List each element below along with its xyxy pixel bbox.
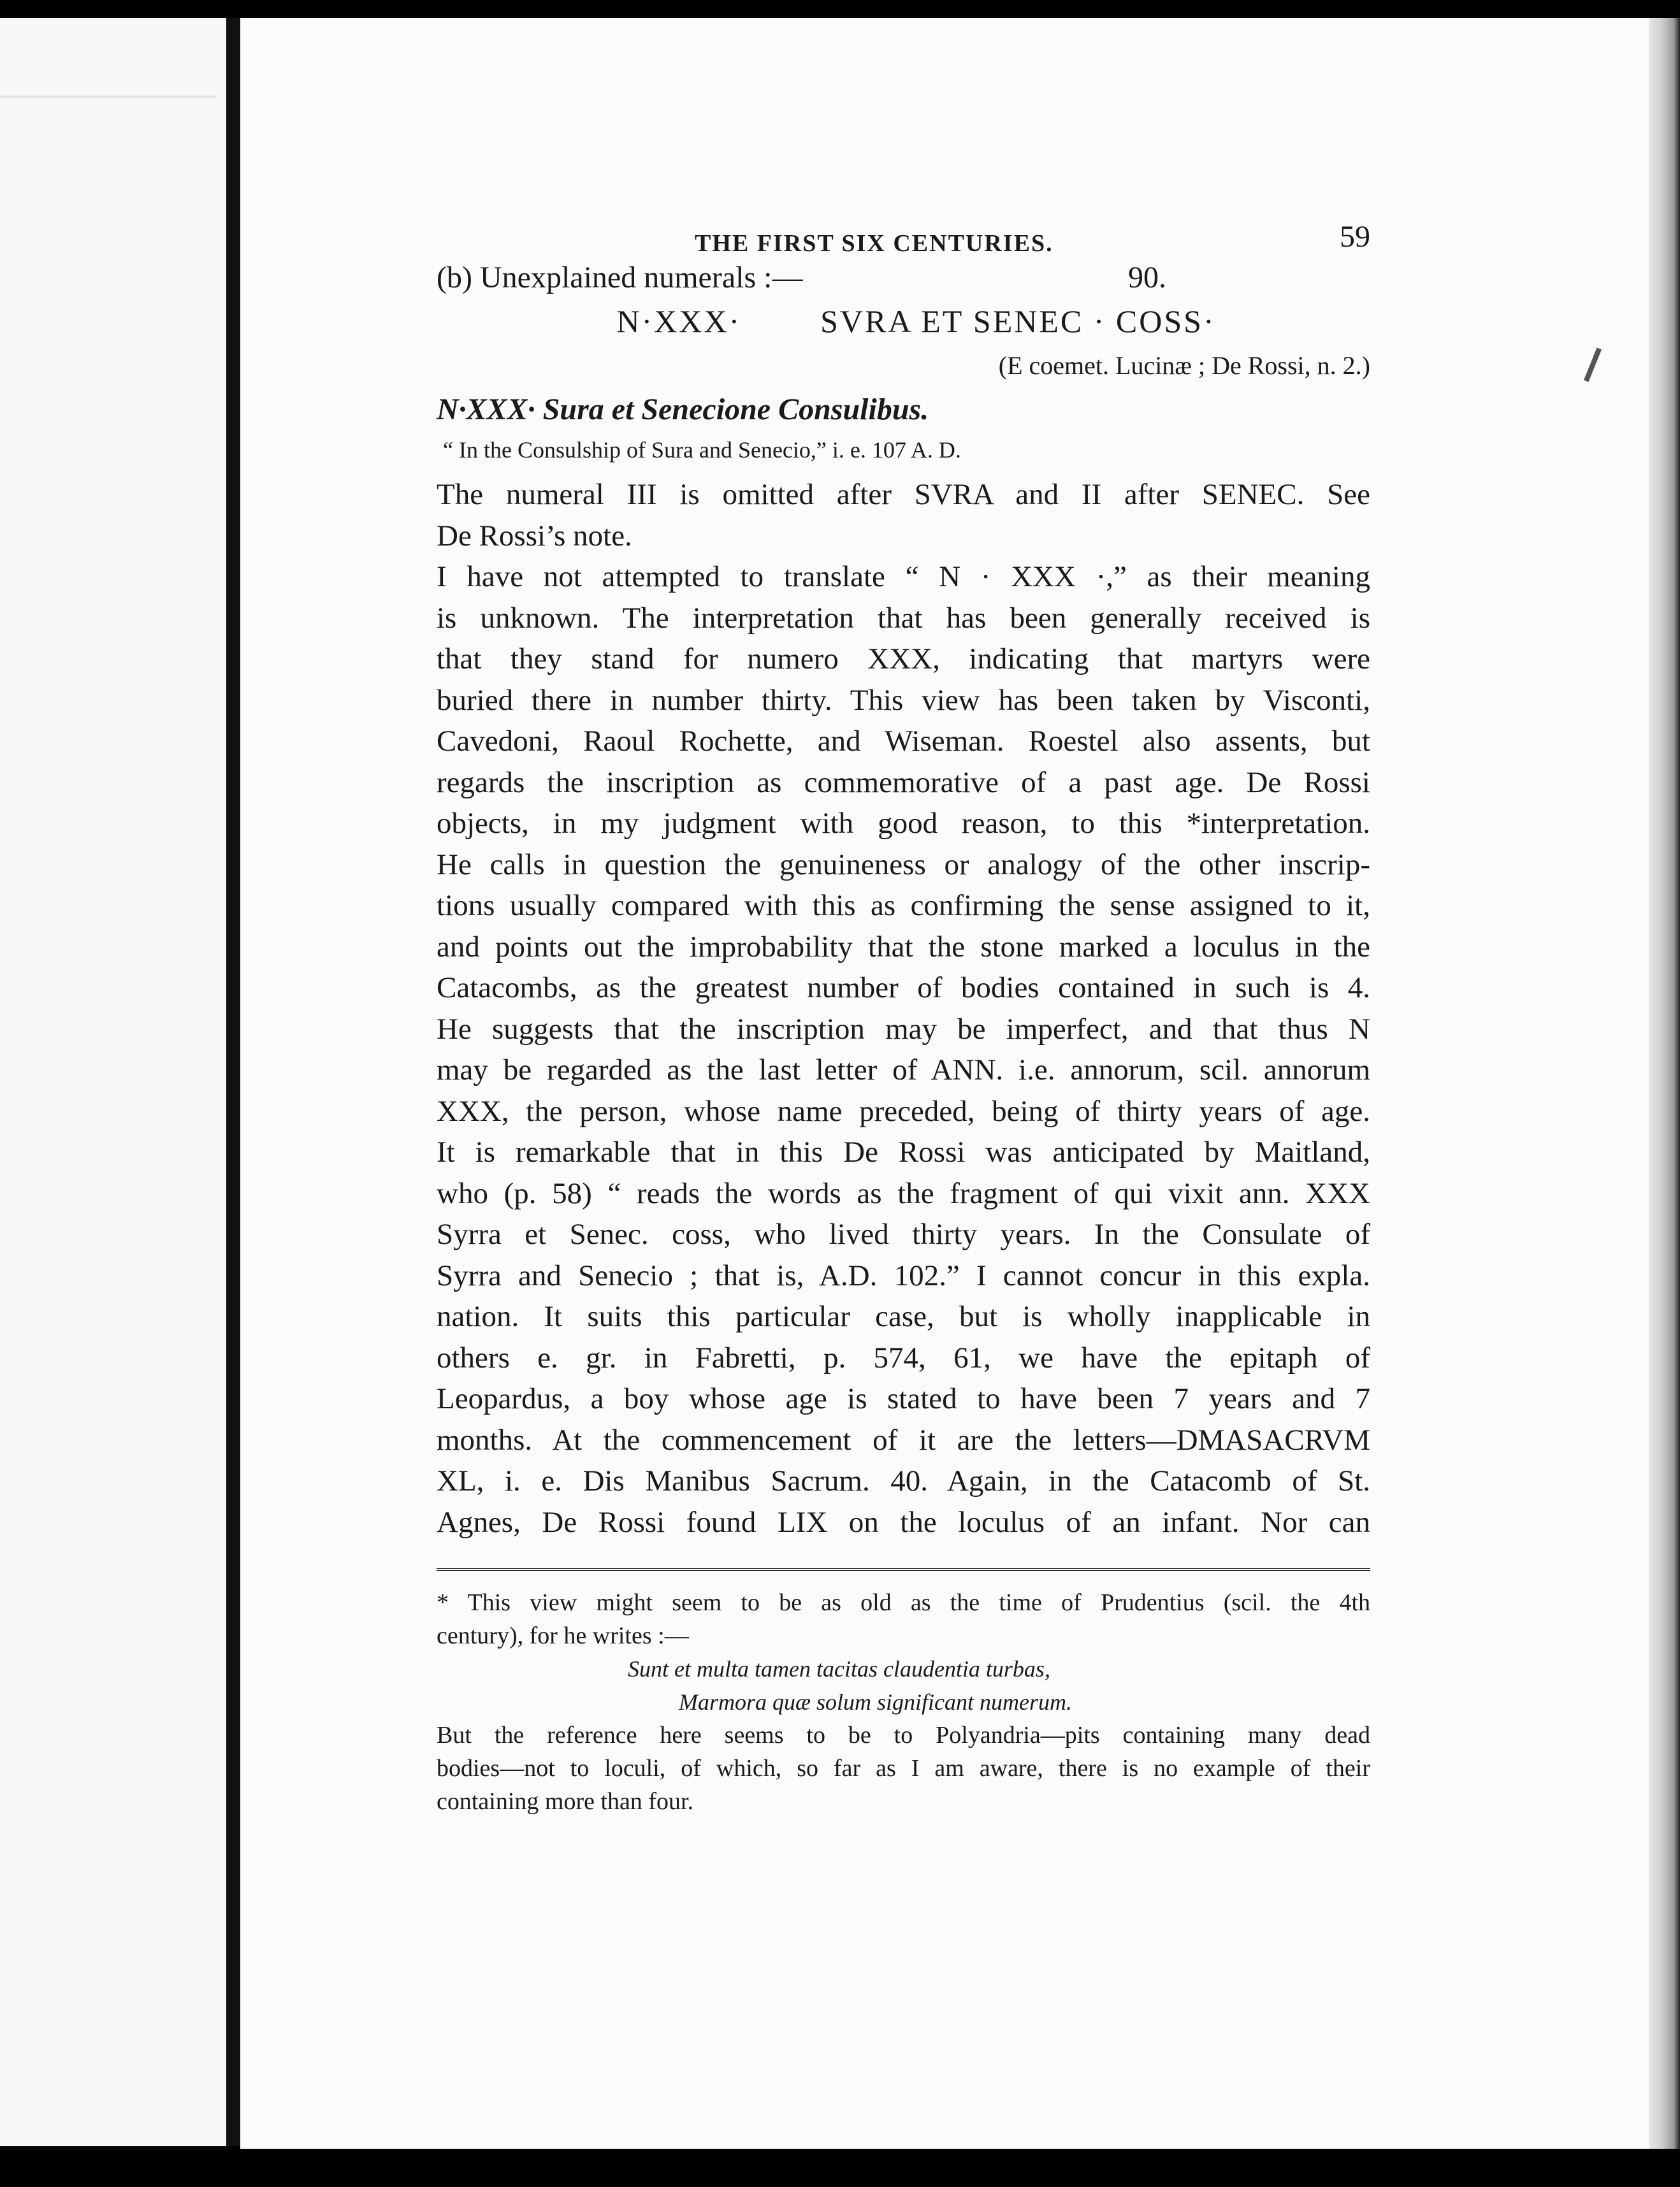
footnote: [437, 1586, 1370, 1818]
footnote-rule: [437, 1568, 1370, 1576]
text-line: regards the inscription as commemorative of a past age. De Rossi: [437, 765, 1370, 799]
footnote-line: containing more than four.: [437, 1788, 694, 1815]
footnote-line: But the reference here seems to be to Polyandria—pits containing many dead: [437, 1722, 1370, 1749]
inscription-translation: “ In the Consulship of Sura and Senecio,” i. e. 107 A. D.: [443, 437, 961, 463]
running-header: [437, 210, 1370, 255]
text-line: Leopardus, a boy whose age is stated to have been 7 years and 7: [437, 1382, 1370, 1415]
footnote-line: century), for he writes :—: [437, 1622, 689, 1649]
text-line: Syrra and Senecio ; that is, A.D. 102.” I cannot concur in this expla.: [437, 1259, 1370, 1292]
verse-line: Marmora quæ solum significant numerum.: [679, 1689, 1073, 1715]
text-line: is unknown. The interpretation that has been generally received is: [437, 601, 1370, 635]
paragraph-1: [437, 474, 1370, 556]
paragraph-2: [437, 556, 1370, 1543]
inscription-source: (E coemet. Lucinæ ; De Rossi, n. 2.): [998, 351, 1370, 380]
text-line: XL, i. e. Dis Manibus Sacrum. 40. Again, in the Catacomb of St.: [437, 1464, 1370, 1498]
text-line: who (p. 58) “ reads the words as the fragment of qui vixit ann. XXX: [437, 1176, 1370, 1210]
text-line: may be regarded as the last letter of ANN. i.e. annorum, scil. annorum: [437, 1053, 1370, 1086]
text-line: De Rossi’s note.: [437, 519, 632, 552]
text-line: Syrra et Senec. coss, who lived thirty years. In the Consulate of: [437, 1218, 1370, 1251]
inscription-expansion: N·XXX· Sura et Senecione Consulibus.: [437, 393, 929, 426]
book-gutter: [226, 18, 240, 2146]
footnote-verse: [437, 1652, 1370, 1719]
text-line: tions usually compared with this as confirming the sense assigned to it,: [437, 889, 1370, 922]
text-line: buried there in number thirty. This view has been taken by Visconti,: [437, 683, 1370, 717]
inscription-number: 90.: [1128, 261, 1166, 294]
verse-line: Sunt et multa tamen tacitas claudentia turbas,: [628, 1656, 1050, 1682]
page-number: 59: [1340, 220, 1370, 254]
text-line: months. At the commencement of it are the letters—DMASACRVM: [437, 1423, 1370, 1457]
text-line: I have not attempted to translate “ N · XXX ·,” as their meaning: [437, 560, 1370, 593]
text-line: Agnes, De Rossi found LIX on the loculus of an infant. Nor can: [437, 1505, 1370, 1539]
inscription-text: N·XXX· SVRA ET SENEC · COSS·: [616, 303, 1216, 339]
text-line: Catacombs, as the greatest number of bodies contained in such is 4.: [437, 971, 1370, 1004]
text-line: objects, in my judgment with good reason, to this *interpretation.: [437, 807, 1370, 840]
text-line: He suggests that the inscription may be imperfect, and that thus N: [437, 1012, 1370, 1046]
running-title: THE FIRST SIX CENTURIES.: [695, 230, 1054, 257]
text-line: nation. It suits this particular case, but is wholly inapplicable in: [437, 1300, 1370, 1333]
text-line: The numeral III is omitted after SVRA and II after SENEC. See: [437, 478, 1370, 511]
text-line: and points out the improbability that the stone marked a loculus in the: [437, 930, 1370, 964]
footnote-line: * This view might seem to be as old as the time of Prudentius (scil. the 4th: [437, 1589, 1370, 1616]
text-line: that they stand for numero XXX, indicating that martyrs were: [437, 642, 1370, 675]
text-line: XXX, the person, whose name preceded, being of thirty years of age.: [437, 1094, 1370, 1128]
page-edge: [1649, 18, 1680, 2149]
footnote-line: bodies—not to loculi, of which, so far as I am aware, there is no example of their: [437, 1755, 1370, 1782]
text-line: It is remarkable that in this De Rossi was anticipated by Maitland,: [437, 1136, 1370, 1169]
bleed-through-line: [0, 96, 217, 98]
left-page: [0, 18, 226, 2146]
section-label-line: [437, 257, 1370, 301]
text-line: Cavedoni, Raoul Rochette, and Wiseman. Roestel also assents, but: [437, 725, 1370, 758]
section-label: (b) Unexplained numerals :—: [437, 261, 803, 294]
text-line: He calls in question the genuineness or analogy of the other inscrip-: [437, 848, 1370, 881]
text-line: others e. gr. in Fabretti, p. 574, 61, we have the epitaph of: [437, 1341, 1370, 1375]
page-content: [437, 210, 1370, 1818]
